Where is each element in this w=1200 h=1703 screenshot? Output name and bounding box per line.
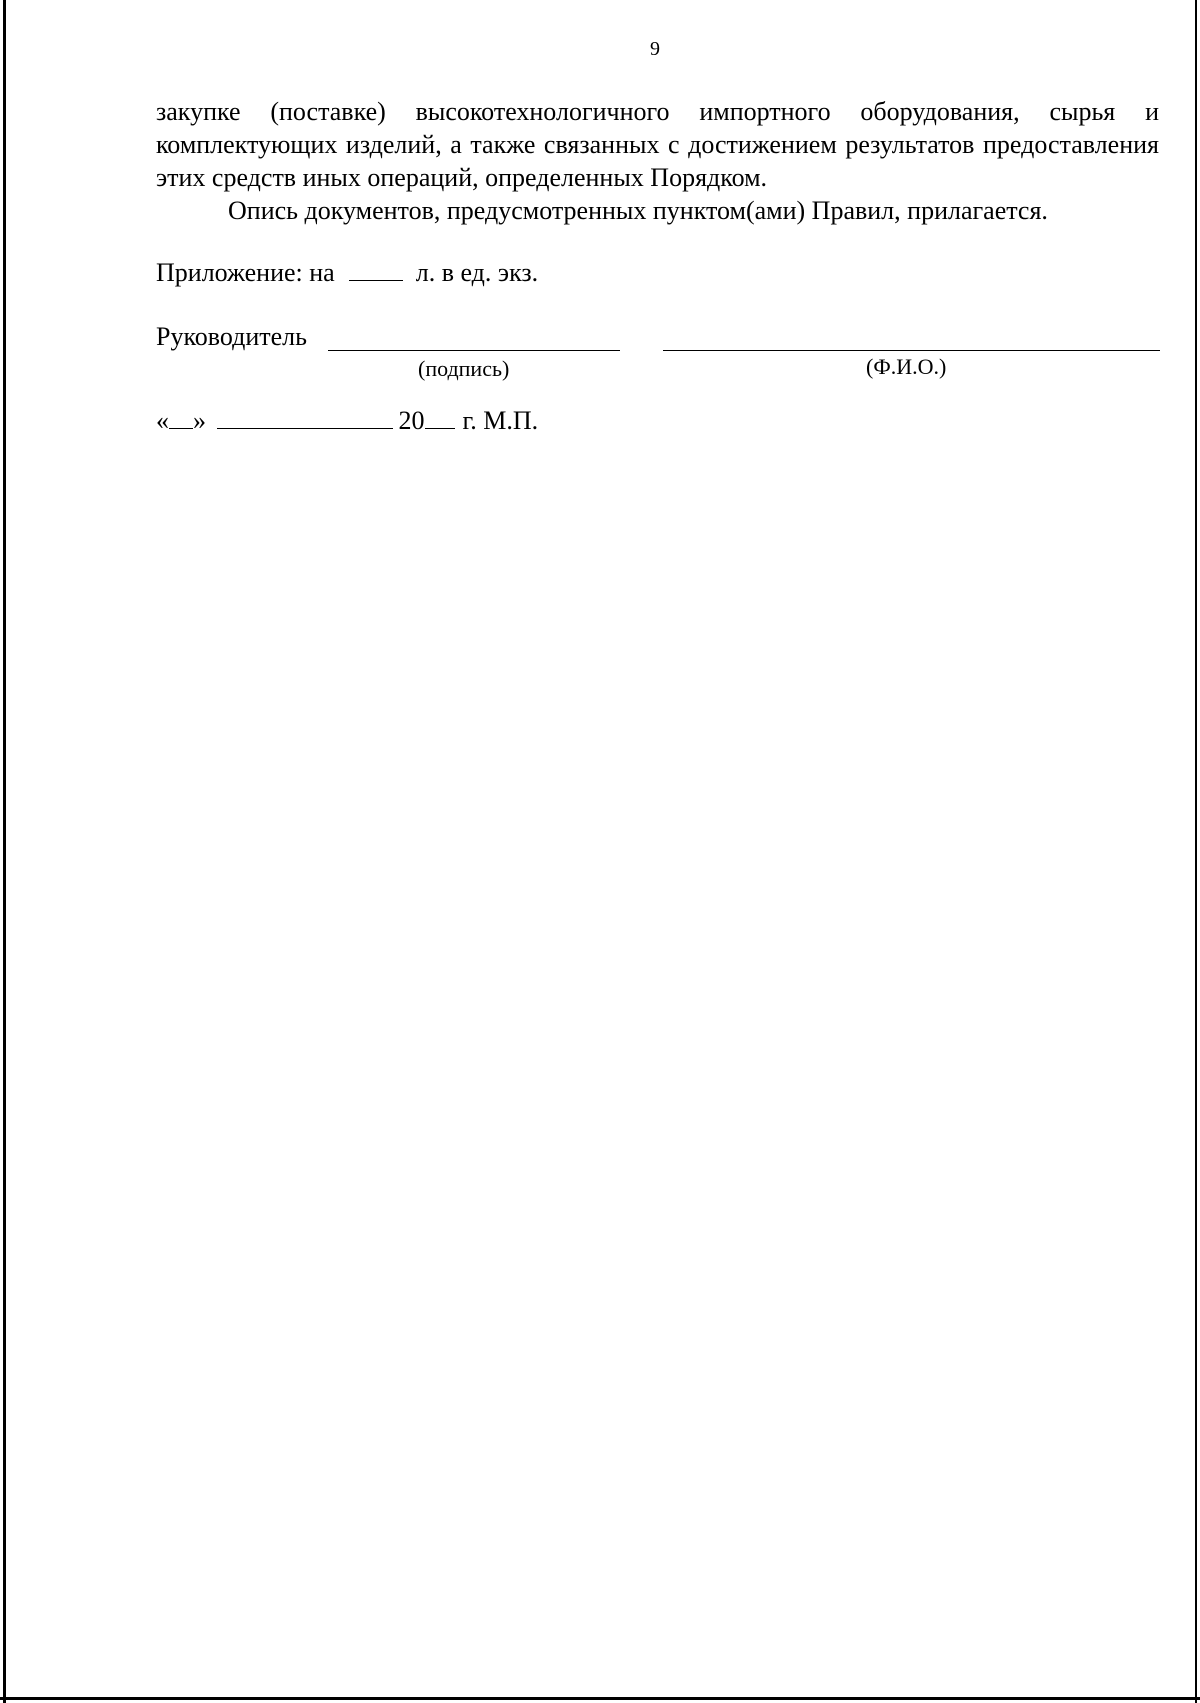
page-number: 9 [650,38,660,60]
quote-open: « [156,406,169,435]
quote-close: » [193,406,206,435]
month-blank [217,427,393,429]
date-line [156,406,538,436]
head-line [156,322,307,352]
page-border-left [3,0,6,1703]
year-prefix: 20 [398,406,425,435]
page-border-bottom [0,1697,1200,1700]
year-blank [425,427,455,429]
day-blank [169,427,193,429]
attachment-label: Приложение: на [156,258,335,287]
attachment-suffix: л. в ед. экз. [415,258,539,287]
head-label: Руководитель [156,322,307,351]
date-suffix: г. М.П. [462,406,539,435]
body-text [156,95,1159,227]
page-border-right [1195,0,1197,1703]
paragraph-inventory: Опись документов, предусмотренных пунктом(ами) Правил, прилагается. [228,196,1048,225]
paragraph-procurement: закупке (поставке) высокотехнологичного импортного оборудования, сырья и комплектующих изделий, а также связанных с достижением результатов предоставления этих средств иных операций, определенных Порядком. [156,97,1159,192]
fio-blank [663,350,1160,351]
fio-caption: (Ф.И.О.) [866,354,947,379]
attachment-line [156,258,538,288]
signature-caption: (подпись) [418,356,510,381]
signature-blank [328,350,620,351]
sheet-count-blank [349,279,403,281]
